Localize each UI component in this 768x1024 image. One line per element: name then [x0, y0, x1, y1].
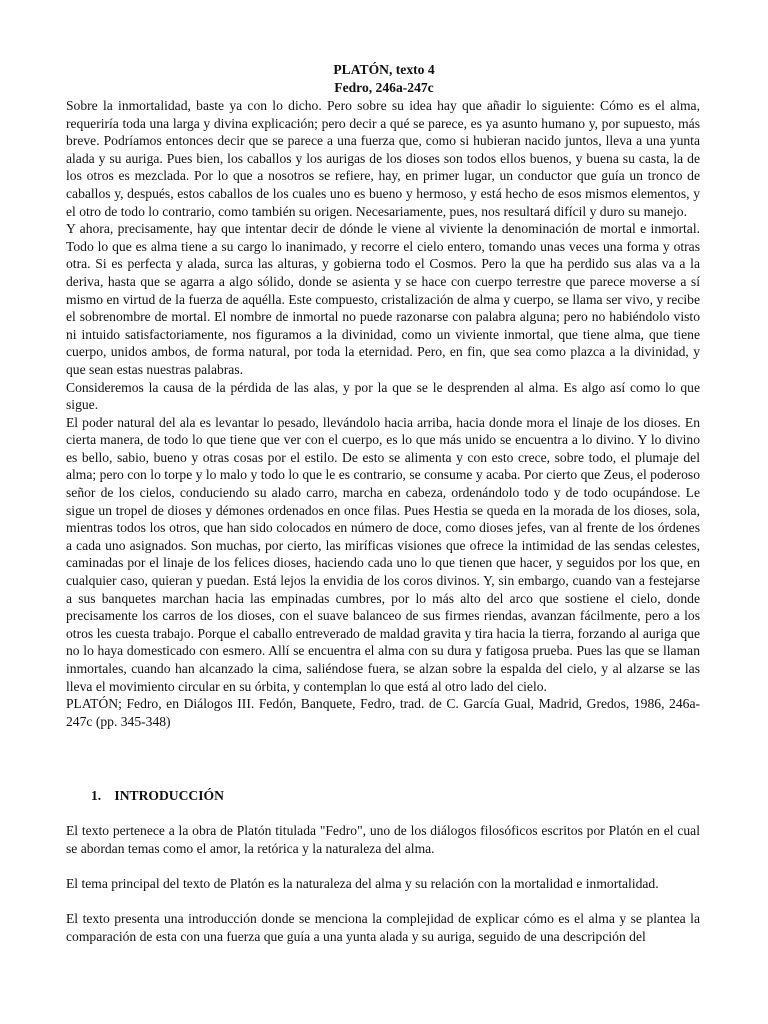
intro-paragraph-2	[66, 875, 700, 893]
section-heading	[91, 787, 224, 805]
section-title: INTRODUCCIÓN	[114, 788, 224, 803]
section-number: 1.	[91, 788, 102, 803]
text-paragraph: Sobre la inmortalidad, baste ya con lo dicho. Pero sobre su idea hay que añadir lo siguiente: Cómo es el alma, requeriría toda una larga y divina explicación; pero decir a qué se parece, es ya asunto humano y, por supuesto, más breve. Podríamos entonces decir que se parece a una fuerza que, como si hubieran nacido juntos, lleva a una yunta alada y su auriga. Pues bien, los caballos y los aurigas de los dioses son todos ellos buenos, y buena su casta, la de los otros es mezclada. Por lo que a nosotros se refiere, hay, en primer lugar, un conductor que guía un tronco de caballos y, después, estos caballos de los cuales uno es bueno y hermoso, y está hecho de esos mismos elementos, y el otro de todo lo contrario, como también su origen. Necesariamente, pues, nos resultará difícil y duro su manejo.	[66, 98, 700, 219]
intro-text: El tema principal del texto de Platón es la naturaleza del alma y su relación con la mortalidad e inmortalidad.	[66, 876, 659, 891]
text-paragraph: El poder natural del ala es levantar lo pesado, llevándolo hacia arriba, hacia donde mora el linaje de los dioses. En cierta manera, de todo lo que tiene que ver con el cuerpo, es lo que más unido se encuentra a lo divino. Y lo divino es bello, sabio, bueno y otras cosas por el estilo. De esto se alimenta y con esto crece, sobre todo, el plumaje del alma; pero con lo torpe y lo malo y todo lo que le es contrario, se consume y acaba. Por cierto que Zeus, el poderoso señor de los cielos, conduciendo su alado carro, marcha en cabeza, ordenándolo todo y de todo ocupándose. Le sigue un tropel de dioses y démones ordenados en once filas. Pues Hestia se queda en la morada de los dioses, sola, mientras todos los otros, que han sido colocados en número de doce, como dioses jefes, van al frente de los órdenes a cada uno asignados. Son muchas, por cierto, las miríficas visiones que ofrece la intimidad de las sendas celestes, caminadas por el linaje de los felices dioses, haciendo cada uno lo que tienen que hacer, y seguidos por los que, en cualquier caso, quieran y puedan. Está lejos la envidia de los coros divinos. Y, sin embargo, cuando van a festejarse a sus banquetes marchan hacia las empinadas cumbres, por lo más alto del arco que sostiene el cielo, donde precisamente los carros de los dioses, con el suave balanceo de sus firmes riendas, avanzan fácilmente, pero a los otros les cuesta trabajo. Porque el caballo entreverado de maldad gravita y tira hacia la tierra, forzando al auriga que no lo haya domesticado con esmero. Allí se encuentra el alma con su dura y fatigosa prueba. Pues las que se llaman inmortales, cuando han alcanzado la cima, saliéndose fuera, se alzan sobre la espalda del cielo, y al alzarse se las lleva el movimiento circular en su órbita, y contemplan lo que está al otro lado del cielo.	[66, 414, 700, 694]
document-subtitle: Fedro, 246a-247c	[334, 79, 434, 95]
text-paragraph: Consideremos la causa de la pérdida de las alas, y por la que se le desprenden al alma. Es algo así como lo que sigue.	[66, 379, 700, 413]
intro-text: El texto presenta una introducción donde se menciona la complejidad de explicar cómo es el alma y se plantea la comparación de esta con una fuerza que guía a una yunta alada y su auriga, seguido de una descripción del	[66, 911, 700, 944]
intro-text: El texto pertenece a la obra de Platón titulada "Fedro", uno de los diálogos filosóficos escritos por Platón en el cual se abordan temas como el amor, la retórica y la naturaleza del alma.	[66, 823, 700, 856]
citation: PLATÓN; Fedro, en Diálogos III. Fedón, Banquete, Fedro, trad. de C. García Gual, Madrid, Gredos, 1986, 246a-247c (pp. 345-348)	[66, 696, 700, 729]
text-paragraph: Y ahora, precisamente, hay que intentar decir de dónde le viene al viviente la denominación de mortal e inmortal. Todo lo que es alma tiene a su cargo lo inanimado, y recorre el cielo entero, tomando unas veces una forma y otras otra. Si es perfecta y alada, surca las alturas, y gobierna todo el Cosmos. Pero la que ha perdido sus alas va a la deriva, hasta que se agarra a algo sólido, donde se asienta y se hace con cuerpo terrestre que parece moverse a sí mismo en virtud de la fuerza de aquélla. Este compuesto, cristalización de alma y cuerpo, se llama ser vivo, y recibe el sobrenombre de mortal. El nombre de inmortal no puede razonarse con palabra alguna; pero no habiéndolo visto ni intuido satisfactoriamente, nos figuramos a la divinidad, como un viviente inmortal, que tiene alma, que tiene cuerpo, unidos ambos, de forma natural, por toda la eternidad. Pero, en fin, que sea como plazca a la divinidad, y que sean estas nuestras palabras.	[66, 221, 700, 377]
document-title: PLATÓN, texto 4	[333, 62, 435, 77]
intro-paragraph-1	[66, 822, 700, 857]
intro-paragraph-3	[66, 910, 700, 945]
source-text	[66, 97, 700, 730]
document-header	[0, 61, 768, 96]
